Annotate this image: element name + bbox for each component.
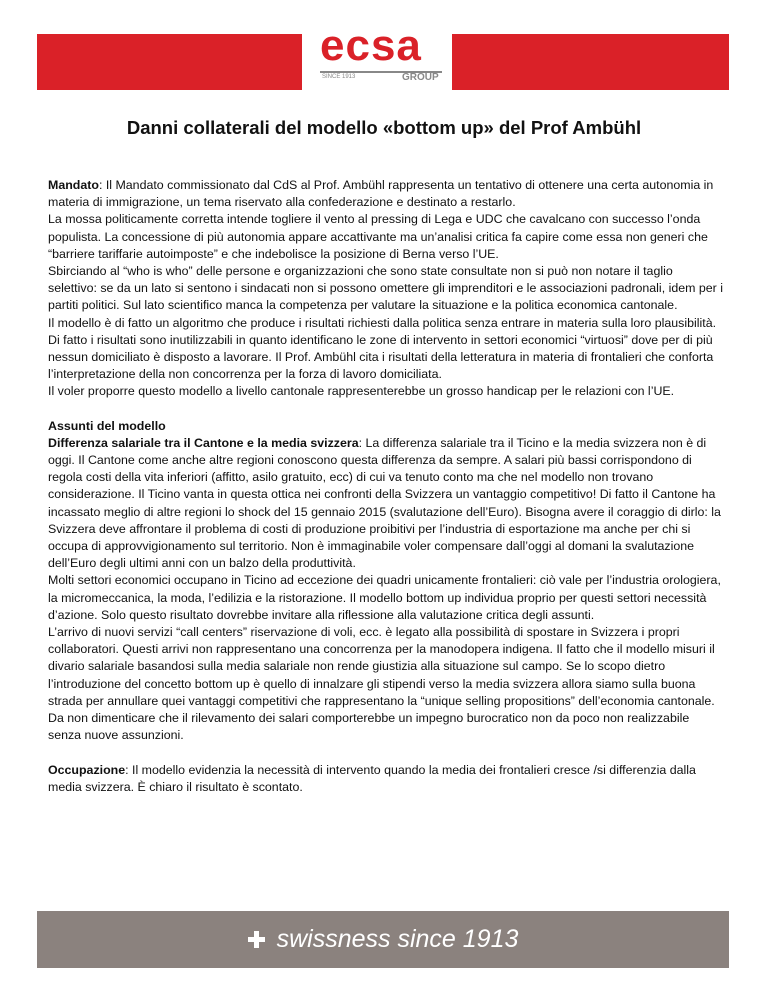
footer-tagline: swissness since 1913 <box>276 925 519 953</box>
assunti-text: : La differenza salariale tra il Ticino e la media svizzera non è di oggi. Il Cantone come anche altre regioni conoscono questa differenza da sempre. A salari più bassi corrispondono di regola costi della vita inferiori (affitto, asilo gratuito, ecc) di cui va tenuto conto ma che nel modello non trovano considerazione. Il Ticino vanta in questa ottica nei confronti della Svizzera un vantaggio competitivo! Di fatto il Cantone ha incassato meglio di altre regioni lo shock del 15 gennaio 2015 (svalutazione dell’Euro). Bisogna avere il coraggio di dirlo: la Svizzera deve affrontare il problema di costi di produzione proibitivi per l’industria di esportazione ma anche per chi si occupa di approvvigionamento sul territorio. Non è immaginabile voler compensare dall’oggi al domani la svalutazione dell’Euro degli ultimi anni con un balzo della produttività. <box>48 435 721 571</box>
mandato-paragraph-4: Il modello è di fatto un algoritmo che produce i risultati richiesti dalla politica senza entrare in materia sulla loro plausibilità. Di fatto i risultati sono inutilizzabili in quanto identificano le zone di intervento in settori economici “virtuosi” dove per di più nessun domiciliato è disposto a lavorare. Il Prof. Ambühl cita i risultati della letteratura in materia di frontalieri che conforta l’interpretazione della non concorrenza per la forza di lavoro domiciliata. <box>48 315 717 382</box>
mandato-paragraph-2: La mossa politicamente corretta intende togliere il vento al pressing di Lega e UDC che cavalcano con successo l’onda populista. La concessione di più autonomia appare accattivante ma un’analisi critica fa capire come essa non generi che “barriere tariffarie autoimposte” e che indebolisce la posizione di Berna verso l’UE. <box>48 212 708 261</box>
occupazione-text: : Il modello evidenzia la necessità di intervento quando la media dei frontalieri cresce /si differenzia dalla media svizzera. È chiaro il risultato è scontato. <box>48 762 696 794</box>
occupazione-paragraph <box>48 762 724 796</box>
mandato-label: Mandato <box>48 178 99 192</box>
logo-wordmark: ecsa <box>320 21 422 70</box>
assunti-label: Differenza salariale tra il Cantone e la media svizzera <box>48 435 359 450</box>
occupazione-label: Occupazione <box>48 762 126 777</box>
swiss-cross-icon <box>248 931 265 948</box>
mandato-text: : Il Mandato commissionato dal CdS al Prof. Ambühl rappresenta un tentativo di ottenere una certa autonomia in materia di immigrazione, un tema riservato alla confederazione e destinato a restarlo. <box>48 178 714 210</box>
page-title: Danni collaterali del modello «bottom up» del Prof Ambühl <box>126 117 642 138</box>
assunti-paragraph <box>48 435 724 573</box>
assunti-paragraph-2: Molti settori economici occupano in Ticino ad eccezione dei quadri unicamente frontalieri: ciò vale per l’industria orologiera, la micromeccanica, la moda, l’edilizia e la ristorazione. Il modello bottom up individua proprio per questi settori necessità d’azione. Solo questo risultato dovrebbe invitare alla riflessione alla valutazione critica degli assunti. <box>48 573 721 622</box>
assunti-paragraph-3: L’arrivo di nuovi servizi “call centers” riservazione di voli, ecc. è legato alla possibilità di spostare in Svizzera i propri collaboratori. Questi arrivi non rappresentano una concorrenza per la manodopera indigena. Il fatto che il modello misuri il divario salariale basandosi sulla media salariale non rende giustizia alla situazione sul campo. Se lo scopo dietro l’introduzione del concetto bottom up è quello di innalzare gli stipendi verso la media svizzera allora siamo sulla buona strada per annullare quei vantaggi competitivi che rappresentano la “unique selling propositions” dell’economia cantonale. Da non dimenticare che il rilevamento dei salari comporterebbe un impegno burocratico non da poco non realizzabile senza nuove assunzioni. <box>48 625 715 743</box>
mandato-paragraph-5: Il voler proporre questo modello a livello cantonale rappresenterebbe un grosso handicap per le relazioni con l’UE. <box>48 384 675 399</box>
document-body <box>48 177 724 796</box>
assunti-heading: Assunti del modello <box>48 418 166 433</box>
mandato-paragraph <box>48 177 724 211</box>
logo-since: SINCE 1913 <box>322 74 356 80</box>
mandato-paragraph-3: Sbirciando al “who is who” delle persone e organizzazioni che sono state consultate non si può non notare il taglio selettivo: se da un lato si sentono i sindacati non si possono omettere gli imprenditori e le associazioni padronali, idem per i partiti politici. Sul lato scientifico manca la competenza per valutare la situazione e la politica economica cantonale. <box>48 264 723 313</box>
logo-group: GROUP <box>402 72 439 83</box>
ecsa-logo <box>302 20 452 90</box>
footer-band <box>37 911 729 968</box>
